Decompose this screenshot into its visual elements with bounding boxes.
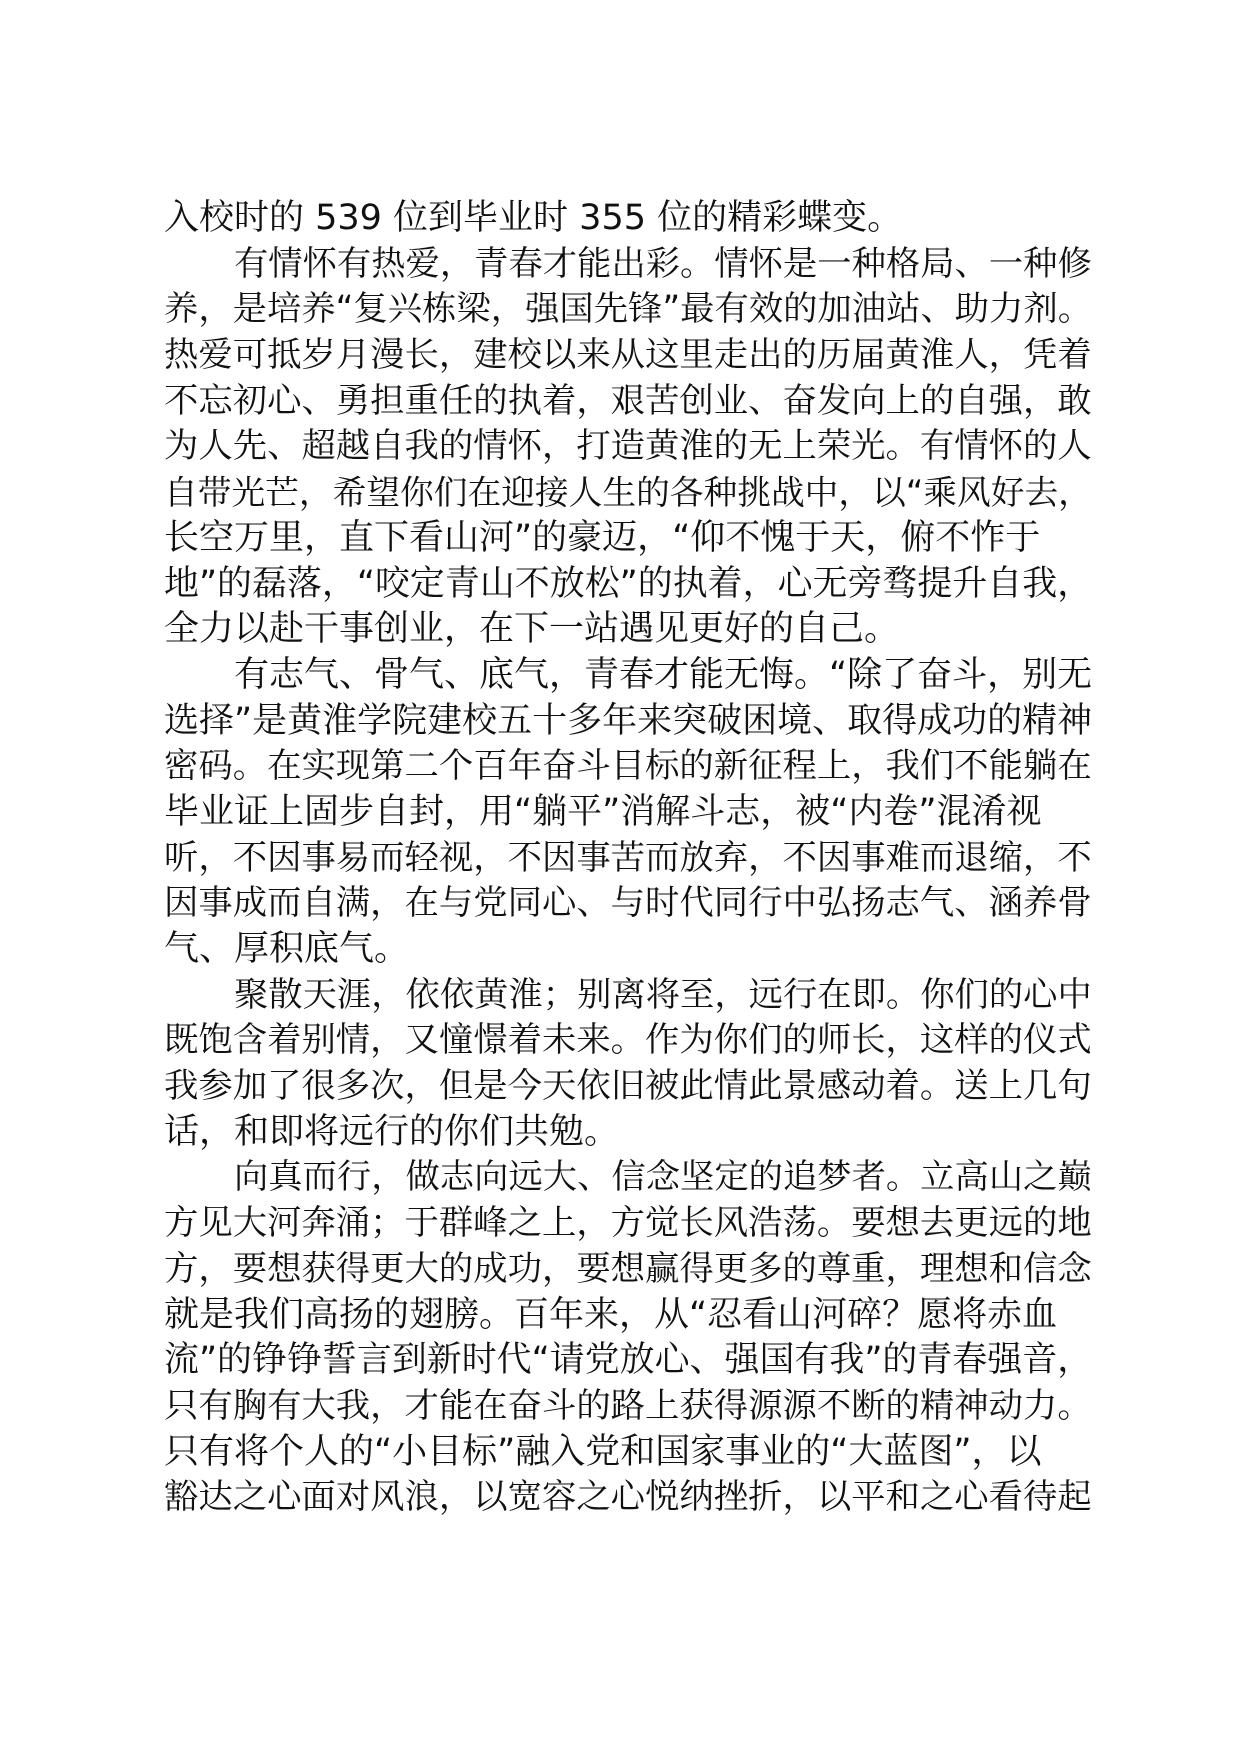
text-line: 只有胸有大我，才能在奋斗的路上获得源源不断的精神动力。 bbox=[164, 1385, 1092, 1426]
paragraph-first-line: 有志气、骨气、底气，青春才能无悔。“除了奋斗，别无 bbox=[234, 654, 1093, 695]
text-line: 听，不因事易而轻视，不因事苦而放弃，不因事难而退缩，不 bbox=[164, 837, 1092, 878]
text-line: 选择”是黄淮学院建校五十多年来突破困境、取得成功的精神 bbox=[164, 700, 1093, 741]
text-line: 气、厚积底气。 bbox=[164, 929, 410, 969]
text-line: 我参加了很多次，但是今天依旧被此情此景感动着。送上几句 bbox=[164, 1066, 1092, 1107]
text-line: 既饱含着别情，又憧憬着未来。作为你们的师长，这样的仪式 bbox=[164, 1020, 1092, 1061]
text-line: 豁达之心面对风浪，以宽容之心悦纳挫折，以平和之心看待起 bbox=[164, 1477, 1092, 1518]
paragraph-first-line: 聚散天涯，依依黄淮；别离将至，远行在即。你们的心中 bbox=[234, 974, 1092, 1015]
text-line: 只有将个人的“小目标”融入党和国家事业的“大蓝图”，以 bbox=[164, 1431, 1042, 1472]
text-line: 地”的磊落，“咬定青山不放松”的执着，心无旁骛提升自我， bbox=[164, 563, 1093, 604]
text-line: 密码。在实现第二个百年奋斗目标的新征程上，我们不能躺在 bbox=[164, 746, 1092, 787]
paragraph-first-line: 向真而行，做志向远大、信念坚定的追梦者。立高山之巅 bbox=[234, 1157, 1092, 1198]
text-line: 入校时的 539 位到毕业时 355 位的精彩蝶变。 bbox=[164, 198, 903, 238]
text-line: 全力以赴干事创业，在下一站遇见更好的自己。 bbox=[164, 609, 900, 650]
text-line: 方见大河奔涌；于群峰之上，方觉长风浩荡。要想去更远的地 bbox=[164, 1203, 1092, 1244]
text-line: 话，和即将远行的你们共勉。 bbox=[164, 1111, 620, 1152]
paragraph-first-line: 有情怀有热爱，青春才能出彩。情怀是一种格局、一种修 bbox=[234, 243, 1092, 284]
text-line: 养，是培养“复兴栋梁，强国先锋”最有效的加油站、助力剂。 bbox=[164, 289, 1093, 330]
body-text bbox=[164, 196, 1092, 1521]
text-line: 自带光芒，希望你们在迎接人生的各种挑战中，以“乘风好去， bbox=[164, 473, 1092, 513]
text-line: 热爱可抵岁月漫长，建校以来从这里走出的历届黄淮人，凭着 bbox=[164, 335, 1092, 376]
text-line: 为人先、超越自我的情怀，打造黄淮的无上荣光。有情怀的人 bbox=[164, 426, 1092, 467]
text-line: 方，要想获得更大的成功，要想赢得更多的尊重，理想和信念 bbox=[164, 1248, 1092, 1289]
text-line: 就是我们高扬的翅膀。百年来，从“忍看山河碎？愿将赤血 bbox=[164, 1294, 1058, 1335]
text-line: 长空万里，直下看山河”的豪迈，“仰不愧于天，俯不怍于 bbox=[164, 517, 1041, 558]
text-line: 流”的铮铮誓言到新时代“请党放心、强国有我”的青春强音， bbox=[164, 1340, 1093, 1381]
text-line: 因事成而自满，在与党同心、与时代同行中弘扬志气、涵养骨 bbox=[164, 883, 1092, 924]
text-line: 不忘初心、勇担重任的执着，艰苦创业、奋发向上的自强，敢 bbox=[164, 380, 1092, 421]
text-line: 毕业证上固步自封，用“躺平”消解斗志，被“内卷”混淆视 bbox=[164, 791, 1042, 832]
